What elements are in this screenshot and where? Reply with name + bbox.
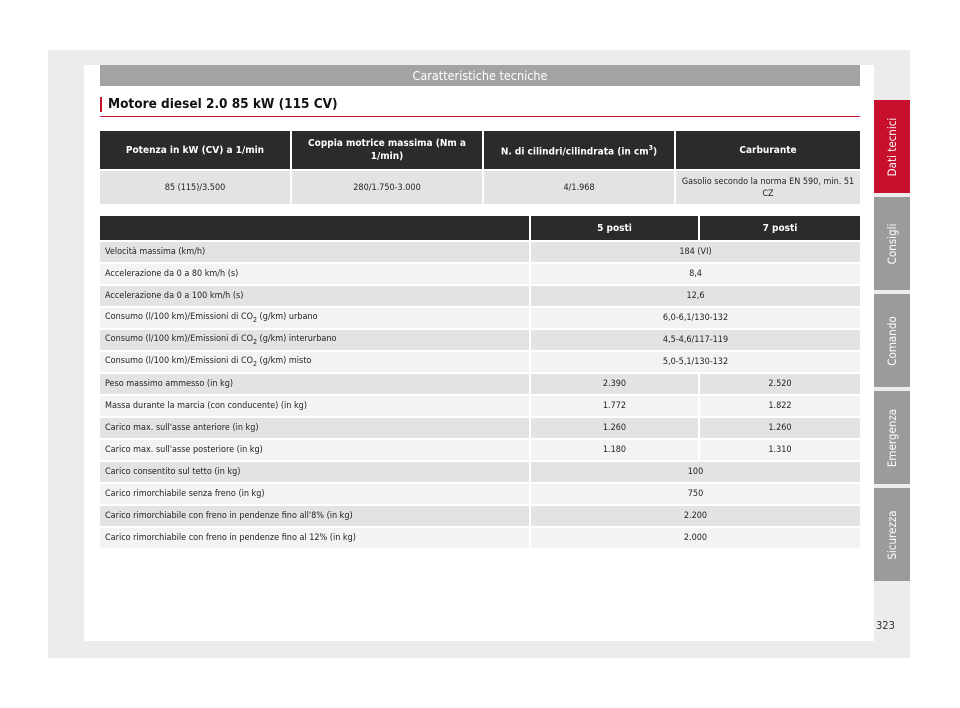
spec-value: 750 bbox=[531, 484, 860, 504]
spec-row bbox=[100, 396, 860, 416]
side-tab-label: Comando bbox=[885, 315, 899, 366]
spec-value-5-posti: 1.772 bbox=[531, 396, 698, 416]
section-title: Motore diesel 2.0 85 kW (115 CV) bbox=[100, 96, 338, 112]
spec-row bbox=[100, 286, 860, 306]
engine-table-header bbox=[100, 131, 860, 169]
spec-row bbox=[100, 352, 860, 372]
col-torque: Coppia motrice massima (Nm a 1/min) bbox=[292, 131, 482, 169]
col-cylinders-label: N. di cilindri/cilindrata (in cm bbox=[500, 146, 649, 158]
spec-row bbox=[100, 440, 860, 460]
side-tab-label: Emergenza bbox=[885, 408, 899, 467]
col-blank bbox=[100, 216, 529, 240]
col-5-posti: 5 posti bbox=[531, 216, 698, 240]
specs-table bbox=[98, 214, 862, 550]
spec-label: Peso massimo ammesso (in kg) bbox=[100, 374, 529, 394]
co2-sub: 2 bbox=[252, 337, 257, 346]
spec-label: Carico max. sull'asse posteriore (in kg) bbox=[100, 440, 529, 460]
section-divider bbox=[100, 116, 860, 117]
spec-label-suffix: (g/km) urbano bbox=[256, 312, 318, 323]
spec-row bbox=[100, 506, 860, 526]
col-cylinders-close: ) bbox=[653, 146, 658, 158]
spec-label-suffix: (g/km) interurbano bbox=[256, 334, 337, 345]
page-number: 323 bbox=[876, 619, 895, 632]
spec-value: 2.000 bbox=[531, 528, 860, 548]
spec-label-text: Consumo (l/100 km)/Emissioni di CO bbox=[105, 356, 253, 367]
side-tab-dati-tecnici[interactable] bbox=[874, 100, 910, 193]
spec-value: 8,4 bbox=[531, 264, 860, 284]
spec-label bbox=[100, 330, 529, 350]
spec-value-7-posti: 1.260 bbox=[700, 418, 860, 438]
spec-value-7-posti: 1.822 bbox=[700, 396, 860, 416]
spec-value: 6,0-6,1/130-132 bbox=[531, 308, 860, 328]
spec-label: Carico rimorchiabile con freno in pendenze fino al 12% (in kg) bbox=[100, 528, 529, 548]
spec-label: Carico max. sull'asse anteriore (in kg) bbox=[100, 418, 529, 438]
spec-row bbox=[100, 374, 860, 394]
spec-label: Accelerazione da 0 a 100 km/h (s) bbox=[100, 286, 529, 306]
spec-value: 4,5-4,6/117-119 bbox=[531, 330, 860, 350]
cell-cylinders: 4/1.968 bbox=[484, 171, 674, 204]
side-tab-sicurezza[interactable] bbox=[874, 488, 910, 581]
spec-label: Velocità massima (km/h) bbox=[100, 242, 529, 262]
co2-sub: 2 bbox=[252, 315, 257, 324]
spec-value-7-posti: 2.520 bbox=[700, 374, 860, 394]
spec-label: Massa durante la marcia (con conducente) (in kg) bbox=[100, 396, 529, 416]
spec-row bbox=[100, 308, 860, 328]
col-cylinders bbox=[484, 131, 674, 169]
col-7-posti: 7 posti bbox=[700, 216, 860, 240]
spec-row bbox=[100, 242, 860, 262]
side-tab-comando[interactable] bbox=[874, 294, 910, 387]
spec-label-text: Consumo (l/100 km)/Emissioni di CO bbox=[105, 334, 253, 345]
spec-value: 100 bbox=[531, 462, 860, 482]
spec-row bbox=[100, 484, 860, 504]
chapter-header: Caratteristiche tecniche bbox=[100, 65, 860, 86]
spec-value: 184 (VI) bbox=[531, 242, 860, 262]
spec-label: Carico rimorchiabile senza freno (in kg) bbox=[100, 484, 529, 504]
spec-label-suffix: (g/km) misto bbox=[256, 356, 312, 367]
engine-table-row bbox=[100, 171, 860, 204]
side-tab-label: Dati tecnici bbox=[885, 117, 899, 176]
spec-value-7-posti: 1.310 bbox=[700, 440, 860, 460]
spec-value-5-posti: 2.390 bbox=[531, 374, 698, 394]
col-power: Potenza in kW (CV) a 1/min bbox=[100, 131, 290, 169]
co2-sub: 2 bbox=[252, 359, 257, 368]
col-fuel: Carburante bbox=[676, 131, 860, 169]
spec-label-text: Consumo (l/100 km)/Emissioni di CO bbox=[105, 312, 253, 323]
side-tab-label: Sicurezza bbox=[885, 509, 899, 560]
spec-label: Carico rimorchiabile con freno in pendenze fino all'8% (in kg) bbox=[100, 506, 529, 526]
specs-table-body bbox=[100, 216, 860, 548]
cell-torque: 280/1.750-3.000 bbox=[292, 171, 482, 204]
engine-table bbox=[98, 129, 862, 206]
spec-label bbox=[100, 352, 529, 372]
spec-row bbox=[100, 462, 860, 482]
cm3-sup: 3 bbox=[648, 143, 654, 152]
spec-label: Carico consentito sul tetto (in kg) bbox=[100, 462, 529, 482]
spec-row bbox=[100, 418, 860, 438]
spec-value: 2.200 bbox=[531, 506, 860, 526]
cell-fuel: Gasolio secondo la norma EN 590, min. 51 CZ bbox=[676, 171, 860, 204]
spec-row bbox=[100, 528, 860, 548]
side-tab-consigli[interactable] bbox=[874, 197, 910, 290]
spec-label: Accelerazione da 0 a 80 km/h (s) bbox=[100, 264, 529, 284]
spec-row bbox=[100, 330, 860, 350]
side-tab-emergenza[interactable] bbox=[874, 391, 910, 484]
spec-row bbox=[100, 264, 860, 284]
spec-value-5-posti: 1.180 bbox=[531, 440, 698, 460]
cell-power: 85 (115)/3.500 bbox=[100, 171, 290, 204]
side-tab-label: Consigli bbox=[885, 223, 899, 264]
spec-value-5-posti: 1.260 bbox=[531, 418, 698, 438]
spec-value: 5,0-5,1/130-132 bbox=[531, 352, 860, 372]
specs-table-header bbox=[100, 216, 860, 240]
spec-value: 12,6 bbox=[531, 286, 860, 306]
spec-label bbox=[100, 308, 529, 328]
